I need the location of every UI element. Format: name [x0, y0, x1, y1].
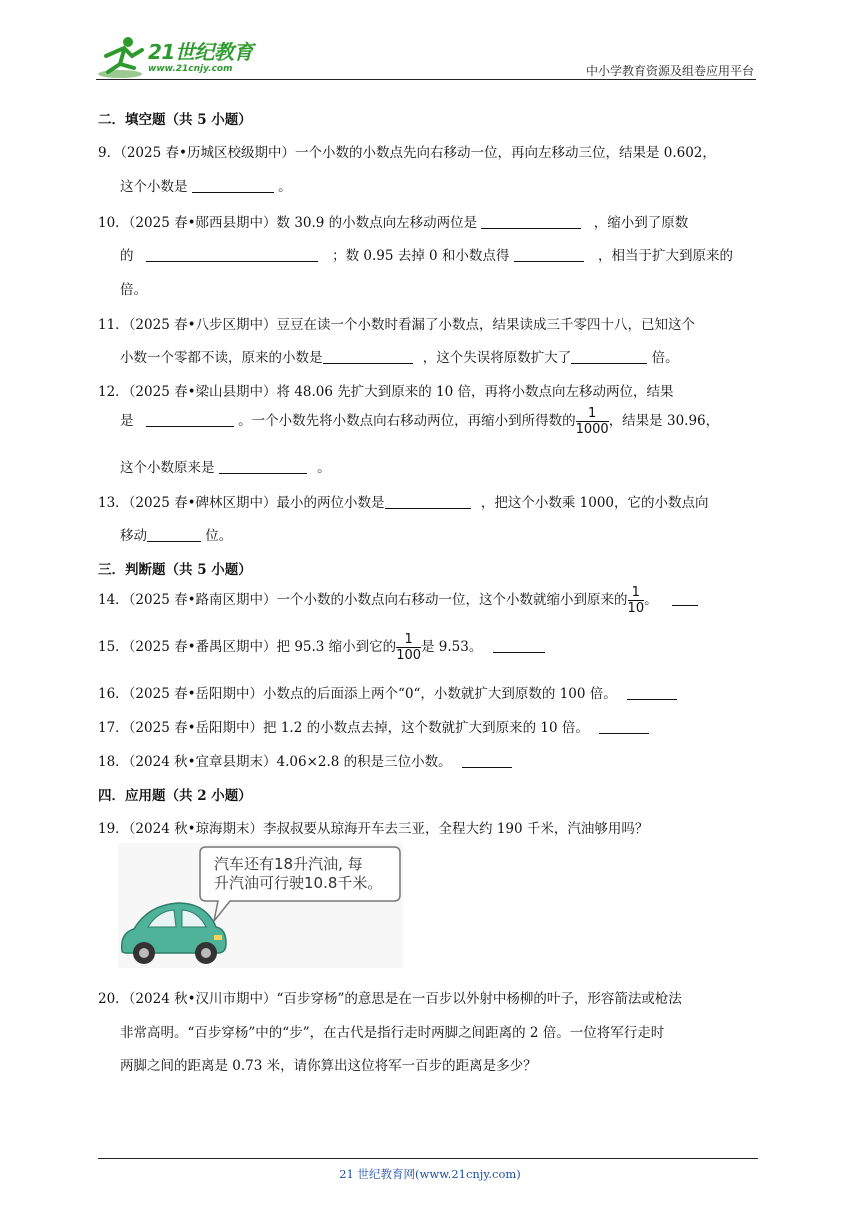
q12-fraction: $\frac{1}{1000}$ [575, 406, 609, 437]
q15-fraction: $\frac{1}{100}$ [396, 632, 422, 663]
q16-line: 16．（2025 春•岳阳期中）小数点的后面添上两个“0“，小数就扩大到原数的 100 倍。 [98, 682, 764, 702]
q10-line1: 10．（2025 春•郧西县期中）数 30.9 的小数点向左移动两位是 ，缩小到了原数 [98, 215, 689, 231]
q12-blank1[interactable] [146, 412, 234, 427]
q9-blank[interactable] [192, 178, 274, 193]
q12-line3: 这个小数原来是 。 [120, 460, 331, 476]
q18-line: 18．（2024 秋•宜章县期末）4.06×2.8 的积是三位小数。 [98, 750, 764, 770]
q16-blank[interactable] [627, 685, 677, 700]
q14-blank[interactable] [672, 591, 698, 606]
section-apply-title: 四．应用题（共 2 小题） [98, 788, 252, 804]
q10-line3: 倍。 [120, 282, 147, 298]
logo-text: 21世纪教育 [148, 40, 253, 64]
q14-line: 14．（2025 春•路南区期中）一个小数的小数点向右移动一位，这个小数就缩小到原来的 $\frac{1}{10}$ 。 [98, 585, 764, 616]
q10-line2: 的 ；数 0.95 去掉 0 和小数点得 ，相当于扩大到原来的 [120, 248, 733, 264]
q13-line2: 移动 位。 [120, 528, 233, 544]
section-fill-title: 二．填空题（共 5 小题） [98, 112, 252, 128]
q18-blank[interactable] [462, 753, 512, 768]
q12-line1: 12．（2025 春•梁山县期中）将 48.06 先扩大到原来的 10 倍，再将小数点向左移动两位，结果 [98, 384, 674, 400]
q15-line: 15．（2025 春•番禺区期中）把 95.3 缩小到它的 $\frac{1}{100}$ 是 9.53。 [98, 632, 764, 663]
q10-blank3[interactable] [514, 247, 584, 262]
q13-blank1[interactable] [385, 494, 471, 509]
logo-url: www.21cnjy.com [148, 64, 233, 74]
q13-line1: 13．（2025 春•碑林区期中）最小的两位小数是 ，把这个小数乘 1000，它的小数点向 [98, 495, 709, 511]
q17-line: 17．（2025 春•岳阳期中）把 1.2 的小数点去掉，这个数就扩大到原来的 10 倍。 [98, 716, 764, 736]
q11-blank2[interactable] [571, 349, 647, 364]
q11-line2: 小数一个零都不读，原来的小数是 ，这个失误将原数扩大了 倍。 [120, 350, 679, 366]
q20-line3: 两脚之间的距离是 0.73 米，请你算出这位将军一百步的距离是多少？ [120, 1058, 537, 1074]
q11-blank1[interactable] [323, 349, 413, 364]
q10-blank1[interactable] [481, 214, 581, 229]
q10-blank2[interactable] [146, 247, 318, 262]
q12-blank2[interactable] [219, 459, 307, 474]
q15-blank[interactable] [493, 638, 545, 653]
q17-blank[interactable] [599, 719, 649, 734]
q9-line2: 这个小数是 。 [120, 179, 292, 195]
q13-blank2[interactable] [147, 527, 201, 542]
q12-line2: 是 。一个小数先将小数点向右移动两位，再缩小到所得数的 $\frac{1}{1000}$ ，结果是 30.96， [120, 406, 720, 437]
q11-line1: 11．（2025 春•八步区期中）豆豆在读一个小数时看漏了小数点，结果读成三千零四十八，已知这个 [98, 317, 696, 333]
q20-line2: 非常高明。“百步穿杨”中的“步”，在古代是指行走时两脚之间距离的 2 倍。一位将军行走时 [120, 1025, 665, 1041]
header-title: 中小学教育资源及组卷应用平台 [585, 64, 754, 78]
speech-bubble-text: 汽车还有18升汽油, 每 升汽油可行驶10.8千米。 [214, 855, 383, 892]
footer-divider [98, 1158, 758, 1159]
section-judge-title: 三．判断题（共 5 小题） [98, 562, 252, 578]
header-divider [96, 79, 756, 80]
footer-link[interactable]: 21 世纪教育网(www.21cnjy.com) [339, 1167, 521, 1181]
q14-fraction: $\frac{1}{10}$ [627, 585, 645, 616]
q19-line: 19．（2024 秋•琼海期末）李叔叔要从琼海开车去三亚，全程大约 190 千米，汽油够用吗？ [98, 821, 649, 837]
q9-line1: 9．（2025 春•历城区校级期中）一个小数的小数点先向右移动一位，再向左移动三位，结果是 0.602， [98, 145, 716, 161]
q20-line1: 20．（2024 秋•汉川市期中）“百步穿杨”的意思是在一百步以外射中杨柳的叶子，形容箭法或枪法 [98, 991, 682, 1007]
